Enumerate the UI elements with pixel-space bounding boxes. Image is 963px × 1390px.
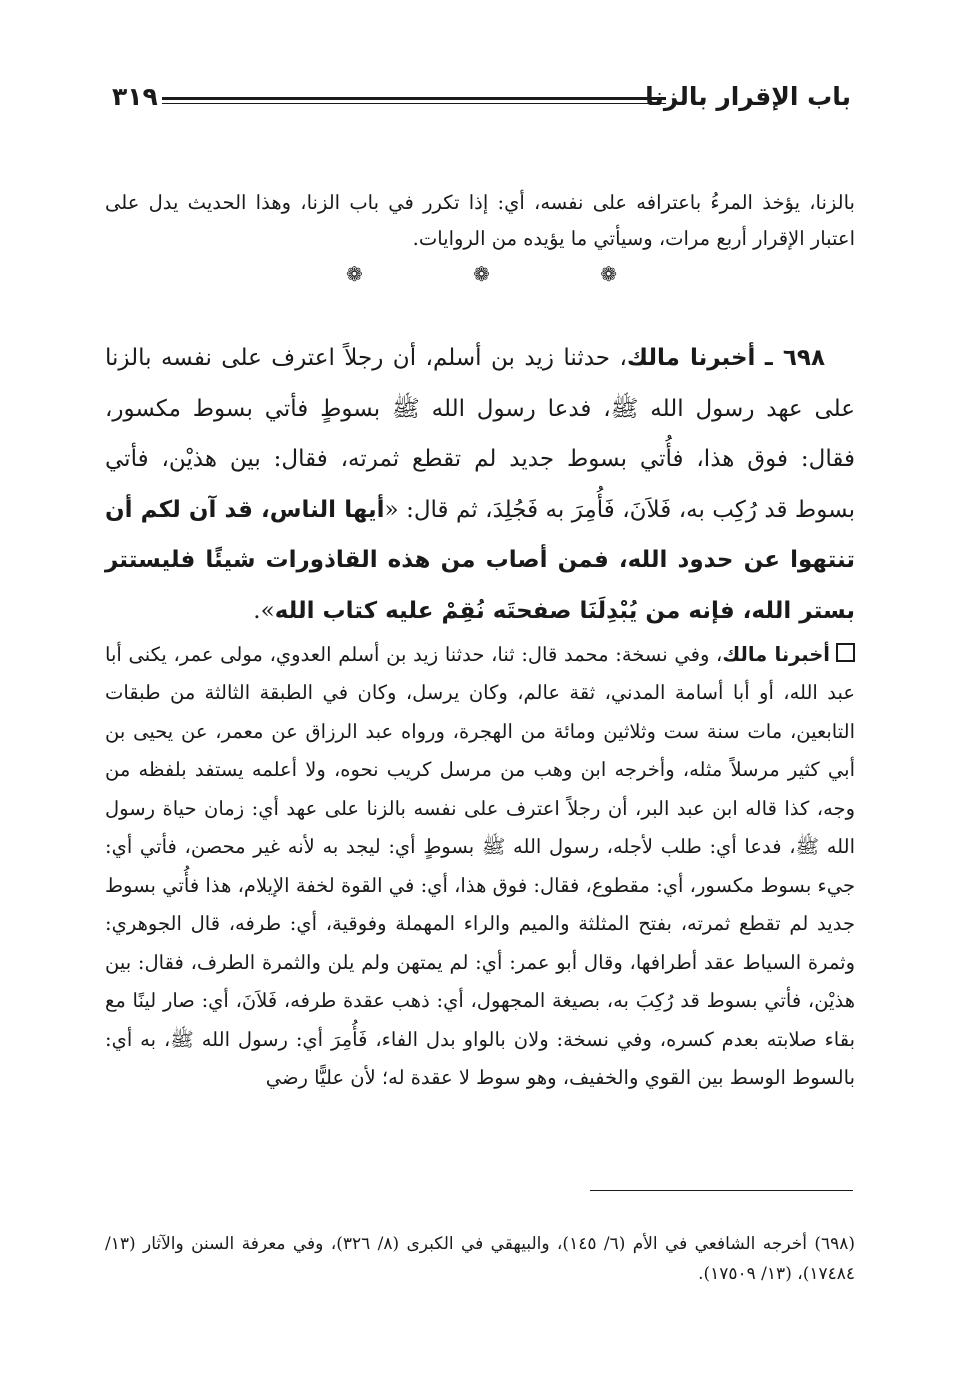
- footnote: (٦٩٨) أخرجه الشافعي في الأم (٦/ ١٤٥)، والبيهقي في الكبرى (٨/ ٣٢٦)، وفي معرفة السنن والآثار (١٣/ ١٧٤٨٤)، (١٣/ ١٧٥٠٩).: [105, 1234, 856, 1284]
- hadith-lead: أخبرنا مالك: [626, 345, 756, 371]
- page-header: [112, 80, 851, 120]
- hadith-text: [105, 333, 855, 636]
- commentary-body: ، وفي نسخة: محمد قال: ثنا، حدثنا زيد بن أسلم العدوي، مولى عمر، يكنى أبا عبد الله، أو أبا أسامة المدني، ثقة عالم، وكان يرسل، وكان في الطبقة الثالثة من طبقات التابعين، مات سنة ست وثلاثين ومائة من الهجرة، ورواه عبد الرزاق عن معمر، عن يحيى بن أبي كثير مرسلاً مثله، وأخرجه ابن وهب من مرسل كريب نحوه، ولا أعلمه يستفد بلفظه من وجه، كذا قاله ابن عبد البر، أن رجلاً اعترف على نفسه بالزنا على عهد أي: زمان حياة رسول الله ﷺ، فدعا أي: طلب لأجله، رسول الله ﷺ بسوطٍ أي: ليجد به لأنه غير محصن، فأتي أي: جيء بسوط مكسور، أي: مقطوع، فقال: فوق هذا، أي: في القوة لخفة الإيلام، هذا فأُتي بسوط جديد لم تقطع ثمرته، بفتح المثلثة والميم والراء المهملة وفوقية، أي: طرفه، قال الجوهري: وثمرة السياط عقد أطرافها، وقال أبو عمر: أي: لم يمتهن ولم يلن والثمرة الطرف، فقال: بين هذيْن، فأتي بسوط قد رُكِبَ به، بصيغة المجهول، أي: ذهب عقدة طرفه، فَلاَنَ، أي: صار لينًا مع بقاء صلابته بعدم كسره، وفي نسخة: ولان بالواو بدل الفاء، فَأُمِرَ أي: رسول الله ﷺ، به أي: بالسوط الوسط بين القوي والخفيف، وهو سوط لا عقدة له؛ لأن عليًّا رضي: [105, 642, 856, 1089]
- hadith-closing: ».: [253, 597, 275, 624]
- header-rule: [162, 97, 666, 104]
- commentary-paragraph: [105, 636, 855, 1098]
- hadith-number: ٦٩٨ ـ: [764, 345, 826, 371]
- page-number: ٣١٩: [112, 82, 158, 111]
- star-icon: ❁: [345, 262, 363, 286]
- section-separator: [0, 262, 963, 286]
- square-marker-icon: [836, 643, 855, 662]
- chapter-title: باب الإقرار بالزنا: [645, 82, 851, 111]
- hadith-quote: أيها الناس، قد آن لكم أن تنتهوا عن حدود الله، فمن أصاب من هذه القاذورات شيئًا فليستتر بستر الله، فإنه من يُبْدِلَنَا صفحتَه نُقِمْ عليه كتاب الله: [105, 496, 855, 624]
- star-icon: ❁: [473, 262, 490, 286]
- intro-paragraph: بالزنا، يؤخذ المرءُ باعترافه على نفسه، أي: إذا تكرر في باب الزنا، وهذا الحديث يدل على اعتبار الإقرار أربع مرات، وسيأتي ما يؤيده من الروايات.: [105, 190, 855, 250]
- footnote-rule: [590, 1190, 853, 1191]
- commentary-lead: أخبرنا مالك: [722, 642, 830, 666]
- hadith-body: ، حدثنا زيد بن أسلم، أن رجلاً اعترف على نفسه بالزنا على عهد رسول الله ﷺ، فدعا رسول الله ﷺ بسوطٍ فأتي بسوط مكسور، فقال: فوق هذا، فأُتي بسوط جديد لم تقطع ثمرته، فقال: بين هذيْن، فأتي بسوط قد رُكِب به، فَلاَنَ، فَأُمِرَ به فَجُلِدَ، ثم قال: «: [105, 345, 855, 523]
- star-icon: ❁: [600, 262, 617, 286]
